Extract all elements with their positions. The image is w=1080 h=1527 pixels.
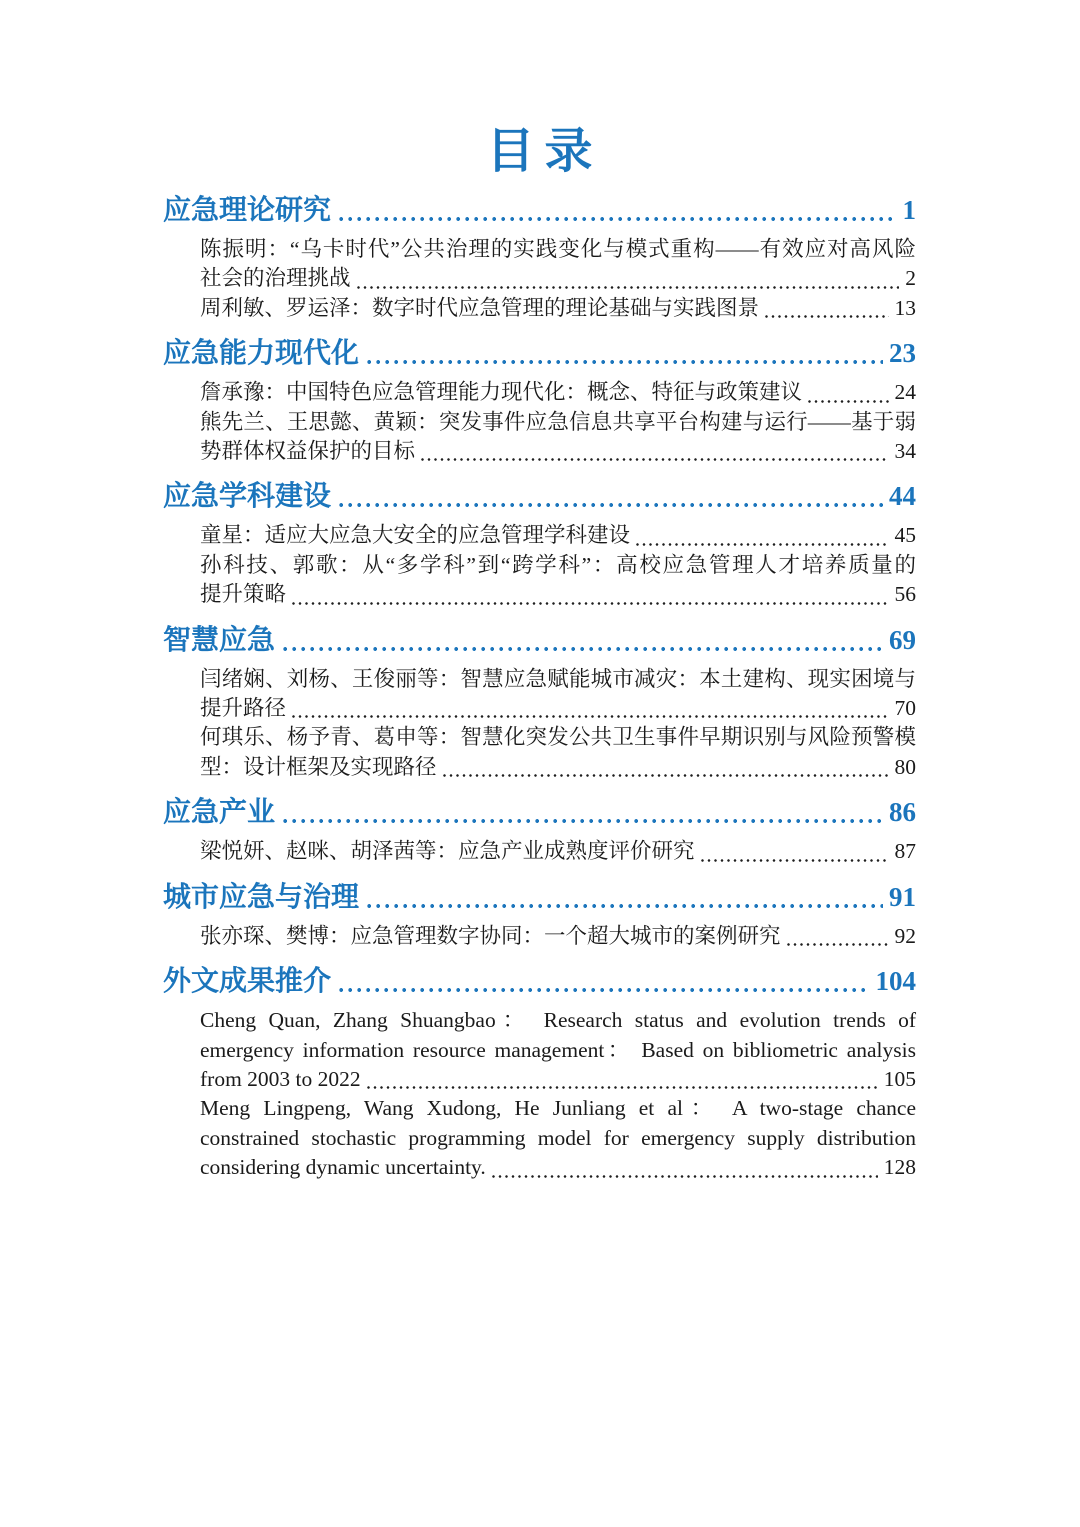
entry-last-line xyxy=(200,922,916,951)
toc-entry xyxy=(200,837,916,866)
toc-section xyxy=(163,877,916,951)
toc-section xyxy=(163,190,916,323)
dotted-leader xyxy=(787,942,889,947)
entry-page-number: 87 xyxy=(894,839,916,864)
entry-last-line xyxy=(200,694,916,723)
toc-section xyxy=(163,792,916,866)
entry-last-line xyxy=(200,264,916,293)
toc-entry xyxy=(200,378,916,407)
entry-text: 社会的治理挑战 xyxy=(200,266,351,291)
toc xyxy=(163,190,916,1183)
entry-page-number: 13 xyxy=(894,295,916,320)
section-heading-label: 智慧应急 xyxy=(163,623,276,655)
section-heading-label: 应急产业 xyxy=(163,796,276,828)
entry-page-number: 45 xyxy=(894,523,916,548)
entry-last-line xyxy=(200,753,916,782)
entry-text-line: 何琪乐、杨予青、葛申等：智慧化突发公共卫生事件早期识别与风险预警模 xyxy=(200,725,916,750)
dotted-leader xyxy=(339,216,896,222)
entry-last-line xyxy=(200,294,916,323)
dotted-leader xyxy=(292,714,888,719)
section-heading-row xyxy=(163,333,916,373)
entry-text: 提升路径 xyxy=(200,696,287,721)
toc-section xyxy=(163,333,916,466)
dotted-leader xyxy=(765,314,888,319)
toc-entry xyxy=(200,1094,916,1182)
entry-text-line: Meng Lingpeng, Wang Xudong, He Junliang et al： A two-stage chance xyxy=(200,1096,916,1121)
entry-text: 童星：适应大应急大安全的应急管理学科建设 xyxy=(200,523,631,548)
entry-page-number: 70 xyxy=(894,696,916,721)
entry-page-number: 92 xyxy=(894,923,916,948)
entry-page-number: 2 xyxy=(905,266,916,291)
entry-page-number: 24 xyxy=(894,380,916,405)
dotted-leader xyxy=(492,1174,878,1179)
dotted-leader xyxy=(283,646,883,652)
section-heading-label: 应急能力现代化 xyxy=(163,337,360,369)
section-page-number: 23 xyxy=(889,338,916,369)
entry-last-line xyxy=(200,1065,916,1094)
entry-text-line: 闫绪娴、刘杨、王俊丽等：智慧应急赋能城市减灾：本土建构、现实困境与 xyxy=(200,666,916,691)
dotted-leader xyxy=(367,359,883,365)
entry-text-line: 孙科技、郭歌：从“多学科”到“跨学科”：高校应急管理人才培养质量的 xyxy=(200,552,916,577)
toc-entry xyxy=(200,665,916,724)
section-page-number: 69 xyxy=(889,624,916,655)
toc-entry xyxy=(200,922,916,951)
dotted-leader xyxy=(339,502,883,508)
section-page-number: 44 xyxy=(889,481,916,512)
entry-text: 型：设计框架及实现路径 xyxy=(200,754,437,779)
entry-text: 提升策略 xyxy=(200,582,287,607)
entry-text: 梁悦妍、赵咪、胡泽茜等：应急产业成熟度评价研究 xyxy=(200,839,695,864)
dotted-leader xyxy=(636,542,888,547)
toc-entry xyxy=(200,551,916,610)
section-heading-label: 外文成果推介 xyxy=(163,965,332,997)
section-heading-row xyxy=(163,877,916,917)
entry-text: 周利敏、罗运泽：数字时代应急管理的理论基础与实践图景 xyxy=(200,295,760,320)
toc-section xyxy=(163,961,916,1182)
dotted-leader xyxy=(421,457,888,462)
section-heading-row xyxy=(163,961,916,1001)
section-heading-row xyxy=(163,620,916,660)
entry-page-number: 128 xyxy=(883,1155,916,1180)
toc-entry xyxy=(200,521,916,550)
entry-text: 势群体权益保护的目标 xyxy=(200,439,416,464)
section-heading-row xyxy=(163,476,916,516)
dotted-leader xyxy=(292,601,888,606)
section-heading-label: 城市应急与治理 xyxy=(163,880,360,912)
entry-last-line xyxy=(200,521,916,550)
dotted-leader xyxy=(443,773,889,778)
entry-text-line: Cheng Quan, Zhang Shuangbao： Research status and evolution trends of xyxy=(200,1008,916,1033)
entry-last-line xyxy=(200,1153,916,1182)
entry-text-line: emergency information resource management： Based on bibliometric analysis xyxy=(200,1037,916,1062)
entry-last-line xyxy=(200,437,916,466)
dotted-leader xyxy=(367,903,883,909)
dotted-leader xyxy=(357,285,900,290)
entry-text: from 2003 to 2022 xyxy=(200,1066,361,1091)
entry-page-number: 105 xyxy=(883,1066,916,1091)
entry-page-number: 56 xyxy=(894,582,916,607)
entry-text-line: 熊先兰、王思懿、黄颖：突发事件应急信息共享平台构建与运行——基于弱 xyxy=(200,409,916,434)
section-heading-row xyxy=(163,190,916,230)
entry-text-line: constrained stochastic programming model for emergency supply distribution xyxy=(200,1125,916,1150)
toc-entry xyxy=(200,723,916,782)
dotted-leader xyxy=(367,1085,878,1090)
entry-last-line xyxy=(200,580,916,609)
section-page-number: 1 xyxy=(902,195,916,225)
section-page-number: 91 xyxy=(889,881,916,912)
entry-last-line xyxy=(200,837,916,866)
dotted-leader xyxy=(701,858,889,863)
entry-last-line xyxy=(200,378,916,407)
section-heading-label: 应急理论研究 xyxy=(163,194,332,225)
dotted-leader xyxy=(339,987,869,993)
toc-entry xyxy=(200,1006,916,1094)
dotted-leader xyxy=(283,818,883,824)
section-heading-row xyxy=(163,792,916,832)
entry-text: 詹承豫：中国特色应急管理能力现代化：概念、特征与政策建议 xyxy=(200,380,803,405)
toc-entry xyxy=(200,294,916,323)
toc-section xyxy=(163,620,916,783)
entry-page-number: 34 xyxy=(894,439,916,464)
page-title: 目录 xyxy=(486,125,603,178)
dotted-leader xyxy=(808,399,888,404)
toc-section xyxy=(163,476,916,609)
entry-text: 张亦琛、樊博：应急管理数字协同：一个超大城市的案例研究 xyxy=(200,923,781,948)
toc-entry xyxy=(200,408,916,467)
entry-text-line: 陈振明：“乌卡时代”公共治理的实践变化与模式重构——有效应对高风险 xyxy=(200,237,916,261)
section-page-number: 86 xyxy=(889,797,916,828)
toc-entry xyxy=(200,235,916,294)
section-heading-label: 应急学科建设 xyxy=(163,480,332,512)
section-page-number: 104 xyxy=(875,966,916,997)
entry-text: considering dynamic uncertainty. xyxy=(200,1155,486,1180)
entry-page-number: 80 xyxy=(894,754,916,779)
